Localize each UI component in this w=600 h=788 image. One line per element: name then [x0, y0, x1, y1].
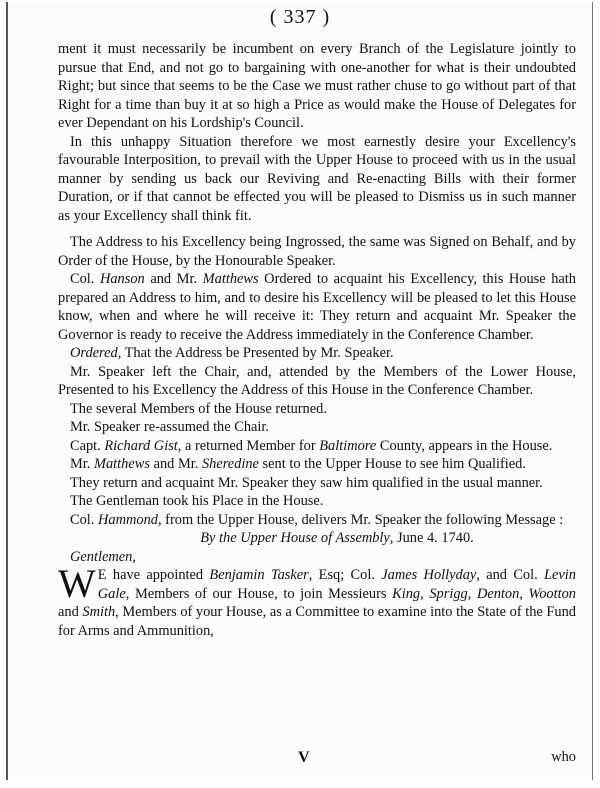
person-name: Hammond — [98, 511, 158, 528]
paragraph: Col. Hammond, from the Upper House, delivers Mr. Speaker the following Message : — [70, 511, 564, 528]
paragraph: The Gentleman took his Place in the House. — [70, 493, 324, 509]
paragraph: ment it must necessarily be incumbent on every Branch of the Legislature jointly to pursue that End, and not go to bargaining with one-another for what is their undoubted Right; but since that seems to be the Case we must rather chuse to go without part of that Right for a time than buy it at so high a Price as would make the House of Delegates for ever Dependant on his Lordship's Council. — [58, 41, 576, 131]
paragraph: Mr. Speaker re-assumed the Chair. — [70, 419, 270, 435]
paragraph: The several Members of the House returned. — [70, 400, 327, 417]
paragraph: In this unhappy Situation therefore we most earnestly desire your Excellency's favourable Interposition, to prevail with the Upper House to proceed with us in the usual manner by sending us back our Reviving and Re-enacting Bills with their former Duration, or if that cannot be effected you will be pleased to Dismiss us in such manner as your Excellency shall think fit. — [58, 133, 576, 224]
person-name: Hanson — [99, 271, 145, 287]
paragraph: Mr. Matthews and Mr. Sheredine sent to the Upper House to see him Qualified. — [70, 456, 526, 472]
paragraph: Col. Hanson and Mr. Matthews Ordered to acquaint his Excellency, this House hath prepared an Address to him, and to desire his Excellency will be pleased to let this House know, when and where he will receive it: They return and acquaint Mr. Speaker the Governor is ready to receive the Address immediately in the Conference Chamber. — [58, 271, 576, 343]
drop-cap: W — [58, 561, 96, 606]
paragraph: Mr. Speaker left the Chair, and, attended by the Members of the Lower House, Presented to his Excellency the Address of this House in the Conference Chamber. — [58, 363, 576, 398]
signature-mark: V — [298, 749, 310, 766]
page-footer — [58, 749, 576, 769]
person-name: Matthews — [94, 456, 150, 472]
message-text: W E have appointed Benjamin Tasker, Esq; Col. James Hollyday, and Col. Levin Gale, Members of our House, to join Messieurs King, Sprigg, Denton, Wootton and Smith, Members of your House, as a Committee to examine into the State of the Fund for Arms and Ammunition, — [58, 561, 577, 639]
place-name: Baltimore — [319, 437, 377, 454]
paragraph: Ordered, That the Address be Presented by Mr. Speaker. — [70, 345, 394, 361]
person-name: Matthews — [202, 271, 259, 287]
message-header: By the Upper House of Assembly, June 4. 1740. — [200, 530, 474, 546]
body-text — [58, 40, 576, 640]
salutation: Gentlemen, — [70, 548, 136, 565]
paragraph: Capt. Richard Gist, a returned Member for Baltimore County, appears in the House. — [70, 437, 553, 454]
paragraph: They return and acquaint Mr. Speaker they saw him qualified in the usual manner. — [70, 474, 543, 491]
paragraph: The Address to his Excellency being Ingrossed, the same was Signed on Behalf, and by Order of the House, by the Honourable Speaker. — [58, 234, 576, 269]
person-name: Sheredine — [201, 456, 259, 472]
person-name: Richard Gist — [104, 437, 178, 454]
catchword: who — [551, 749, 576, 765]
page-number: ( 337 ) — [269, 6, 331, 28]
book-page — [6, 2, 593, 780]
